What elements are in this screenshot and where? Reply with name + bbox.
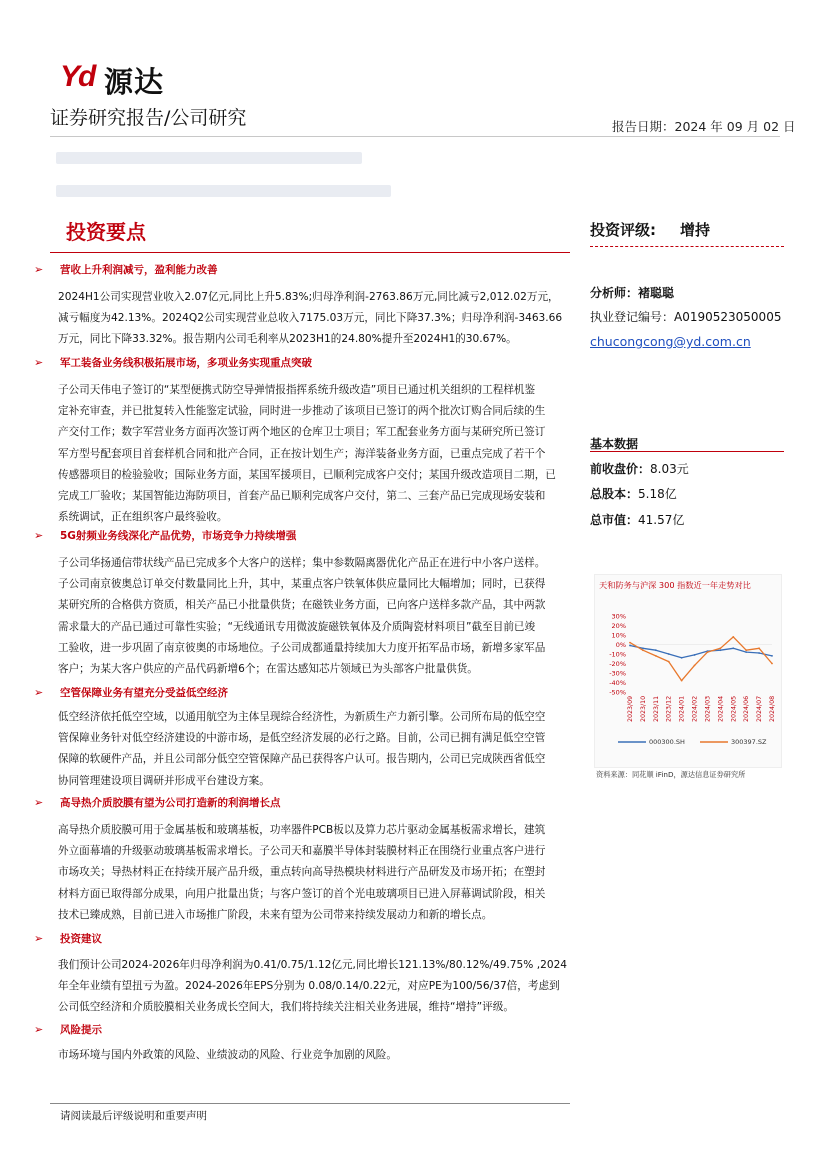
data-point	[629, 645, 631, 647]
basic-data-label: 总市值：	[590, 513, 639, 527]
x-tick-label: 2024/06	[743, 695, 751, 722]
key-point-heading: 高导热介质胶膜有望为公司打造新的利润增长点	[60, 797, 281, 809]
paragraph-line: 子公司南京彼奥总订单交付数量同比上升，其中，某重点客户铁氧体供应量同比大幅增加；同时，已获得	[58, 578, 546, 591]
key-point-paragraph	[58, 1045, 570, 1066]
paragraph-line: 减亏幅度为42.13%。2024Q2公司实现营业总收入7175.03万元，同比下降37.3%；归母净利润-3463.66	[58, 312, 563, 325]
data-point	[642, 647, 644, 649]
data-point	[694, 665, 696, 667]
paragraph-line: 市场攻关；导热材料正在持续开展产品升级，重点转向高导热模块材料进行产品研发及市场开拓；在塑封	[58, 866, 546, 879]
y-tick-label: -30%	[609, 669, 626, 678]
paragraph-line: 工验收，进一步巩固了南京彼奥的市场地位。子公司成都通量持续加大力度开拓军品市场，新增多家军品	[58, 641, 546, 654]
chart-source: 资料来源：同花顺 iFinD，源达信息证券研究所	[596, 770, 746, 779]
arrow-right-icon: ➢	[34, 686, 44, 699]
x-tick-label: 2023/10	[639, 695, 647, 722]
data-point	[681, 680, 683, 682]
data-point	[758, 647, 760, 649]
legend-label: 000300.SH	[649, 738, 685, 746]
paragraph-line: 协同管理建设项目调研并形成平台建设方案。	[58, 774, 270, 787]
rating-value: 增持	[680, 221, 711, 239]
paragraph-line: 材料方面已取得部分成果，向用户批量出货；与客户签订的首个光电玻璃项目已进入屏幕调试阶段，相关	[58, 887, 546, 900]
data-point	[668, 653, 670, 655]
basic-data-row	[590, 511, 684, 528]
paragraph-line: 子公司天伟电子签订的“某型便携式防空导弹情报指挥系统升级改造”项目已通过机关组织的工程样机鉴	[58, 384, 536, 396]
arrow-right-icon: ➢	[34, 356, 44, 369]
x-tick-label: 2023/09	[627, 695, 634, 722]
x-tick-label: 2024/07	[756, 695, 764, 722]
key-point-heading: 军工装备业务线积极拓展市场，多项业务实现重点突破	[60, 357, 312, 369]
analyst-name: 分析师：褚聪聪	[590, 286, 675, 300]
report-title-line-2	[56, 185, 391, 197]
basic-data-label: 前收盘价：	[590, 462, 651, 476]
x-tick-label: 2023/12	[665, 695, 673, 722]
basic-data-label: 总股本：	[590, 487, 639, 501]
data-point	[758, 652, 760, 654]
header-divider	[50, 136, 780, 137]
basic-data-divider	[590, 451, 784, 452]
x-tick-label: 2024/04	[717, 695, 725, 722]
paragraph-line: 某研究所的合格供方资质，相关产品已小批量供货；在磁铁业务方面，已向客户送样多款产品，其中两款	[58, 599, 546, 612]
key-point-paragraph	[58, 553, 570, 680]
arrow-right-icon: ➢	[34, 1023, 44, 1036]
key-point-paragraph	[58, 820, 570, 926]
data-point	[655, 655, 657, 657]
paragraph-line: 技术已臻成熟，目前已进入市场推广阶段，未来有望为公司带来持续发展动力和新的增长点。	[58, 908, 493, 921]
x-tick-label: 2024/05	[730, 695, 738, 722]
paragraph-line: 外立面幕墙的升级驱动玻璃基板需求增长。子公司天和嘉膜半导体封装膜材料正在围绕行业重点客户进行	[58, 845, 546, 858]
data-point	[745, 651, 747, 653]
paragraph-line: 公司低空经济和介质胶膜相关业务成长空间大，我们将持续关注相关业务进展，维持“增持”评级。	[58, 1001, 514, 1014]
chart-title: 天和防务与沪深 300 指数近一年走势对比	[599, 580, 751, 590]
paragraph-line: 年全年业绩有望扭亏为盈。2024-2026年EPS分别为 0.08/0.14/0.22元，对应PE为100/56/37倍，考虑到	[58, 980, 560, 993]
arrow-right-icon: ➢	[34, 529, 44, 542]
logo-mark: Yd	[60, 60, 95, 93]
basic-data-row	[590, 485, 677, 502]
paragraph-line: 完成工厂验收；某国智能边海防项目，首套产品已顺利完成客户交付，第二、三套产品已完成现场安装和	[58, 490, 546, 503]
footer-disclaimer: 请阅读最后评级说明和重要声明	[60, 1110, 207, 1122]
arrow-right-icon: ➢	[34, 796, 44, 809]
data-point	[771, 655, 773, 657]
data-point	[655, 649, 657, 651]
paragraph-line: 市场环境与国内外政策的风险、业绩波动的风险、行业竞争加剧的风险。	[58, 1049, 397, 1061]
paragraph-line: 高导热介质胶膜可用于金属基板和玻璃基板，功率器件PCB板以及算力芯片驱动金属基板需求增长，建筑	[58, 824, 546, 836]
arrow-right-icon: ➢	[34, 932, 44, 945]
paragraph-line: 军方型号配套项目首套样机合同和批产合同，正在按计划生产；海洋装备业务方面，已重点完成了若干个	[58, 447, 546, 460]
paragraph-line: 客户；为某大客户供应的产品代码新增6个；在雷达感知芯片领域已为头部客户批量供货。	[58, 663, 478, 676]
y-tick-label: 0%	[615, 641, 626, 649]
paragraph-line: 低空经济依托低空空域，以通用航空为主体呈现综合经济性，为新质生产力新引擎。公司所布局的低空空	[58, 711, 546, 723]
logo-name: 源达	[104, 65, 165, 99]
key-point-heading: 风险提示	[60, 1024, 102, 1036]
basic-data-value: 5.18亿	[638, 487, 677, 501]
y-tick-label: 30%	[611, 612, 626, 621]
data-point	[732, 647, 734, 649]
analyst-email-link[interactable]: chucongcong@yd.com.cn	[590, 334, 751, 349]
section-divider	[50, 252, 570, 253]
y-tick-label: -10%	[609, 650, 626, 659]
y-tick-label: -20%	[609, 660, 626, 668]
report-type: 证券研究报告/公司研究	[50, 107, 247, 129]
arrow-right-icon: ➢	[34, 263, 44, 276]
y-tick-label: -40%	[609, 679, 626, 687]
series-line-300397.SZ	[630, 637, 772, 681]
data-point	[707, 651, 709, 653]
paragraph-line: 万元，同比下降33.32%。报告期内公司毛利率从2023H1的24.80%提升至2024H1的30.67%。	[58, 333, 517, 346]
data-point	[681, 657, 683, 659]
key-point-heading: 营收上升利润减亏，盈利能力改善	[60, 264, 218, 276]
paragraph-line: 系统调试，正在组织客户最终验收。	[58, 511, 228, 524]
key-point-heading: 5G射频业务线深化产品优势，市场竞争力持续增强	[60, 530, 297, 542]
key-point-paragraph	[58, 380, 570, 528]
rating-label: 投资评级:	[590, 221, 656, 239]
x-tick-label: 2024/08	[769, 695, 776, 722]
paragraph-line: 管保障业务针对低空经济建设的中游市场，是低空经济发展的必行之路。目前，公司已拥有满足低空空管	[58, 732, 546, 745]
price-comparison-chart	[596, 594, 780, 754]
key-point-heading: 空管保障业务有望充分受益低空经济	[60, 687, 228, 699]
data-point	[732, 636, 734, 638]
data-point	[719, 647, 721, 649]
x-tick-label: 2024/01	[678, 695, 686, 722]
key-point-paragraph	[58, 955, 570, 1019]
key-point-paragraph	[58, 287, 570, 351]
data-point	[719, 649, 721, 651]
x-tick-label: 2024/02	[691, 695, 699, 722]
basic-data-value: 41.57亿	[638, 513, 685, 527]
paragraph-line: 2024H1公司实现营业收入2.07亿元,同比上升5.83%;归母净利润-2763.86万元,同比减亏2,012.02万元，	[58, 291, 559, 303]
basic-data-row	[590, 460, 689, 477]
rating-divider	[590, 246, 784, 247]
section-title: 投资要点	[66, 220, 146, 244]
data-point	[745, 649, 747, 651]
report-title-line-1	[56, 152, 362, 164]
y-tick-label: 10%	[611, 631, 626, 640]
key-point-heading: 投资建议	[60, 933, 102, 945]
data-point	[642, 649, 644, 651]
y-tick-label: 20%	[611, 622, 626, 630]
paragraph-line: 传感器项目的检验验收；国际业务方面，某国军援项目，已顺利完成客户交付；某国升级改造项目二期，已	[58, 468, 556, 481]
y-tick-label: -50%	[609, 688, 626, 697]
legend-label: 300397.SZ	[731, 738, 767, 746]
paragraph-line: 子公司华扬通信带状线产品已完成多个大客户的送样；集中参数隔离器优化产品正在进行中小客户送样。	[58, 557, 546, 569]
paragraph-line: 我们预计公司2024-2026年归母净利润为0.41/0.75/1.12亿元,同比增长121.13%/80.12%/49.75% ,2024	[58, 959, 568, 971]
paragraph-line: 定补充审查，并已批复转入性能鉴定试验，同时进一步推动了该项目已签订的两个批次订购合同后续的生	[58, 405, 546, 418]
paragraph-line: 需求量大的产品已通过可靠性实验；“无线通讯专用微波旋磁铁氧体及介质陶瓷材料项目”截至目前已竣	[58, 620, 536, 633]
basic-data-value: 8.03元	[650, 462, 689, 476]
basic-data-title: 基本数据	[590, 437, 639, 451]
key-point-paragraph	[58, 707, 570, 792]
report-date: 报告日期：2024 年 09 月 02 日	[612, 119, 796, 134]
registration-number: 执业登记编号：A0190523050005	[590, 310, 782, 324]
series-line-000300.SH	[630, 646, 772, 658]
paragraph-line: 产交付工作；数字军营业务方面再次签订两个地区的仓库卫士项目；军工配套业务方面与某研究所已签订	[58, 426, 546, 439]
footer-divider	[50, 1103, 570, 1104]
x-tick-label: 2024/03	[704, 695, 712, 722]
data-point	[668, 661, 670, 663]
data-point	[771, 663, 773, 665]
data-point	[694, 654, 696, 656]
x-tick-label: 2023/11	[652, 695, 660, 722]
paragraph-line: 保障的软硬件产品，并且公司部分低空空管保障产品已获得客户认可。报告期内，公司已完成陕西省低空	[58, 753, 546, 766]
data-point	[629, 642, 631, 644]
